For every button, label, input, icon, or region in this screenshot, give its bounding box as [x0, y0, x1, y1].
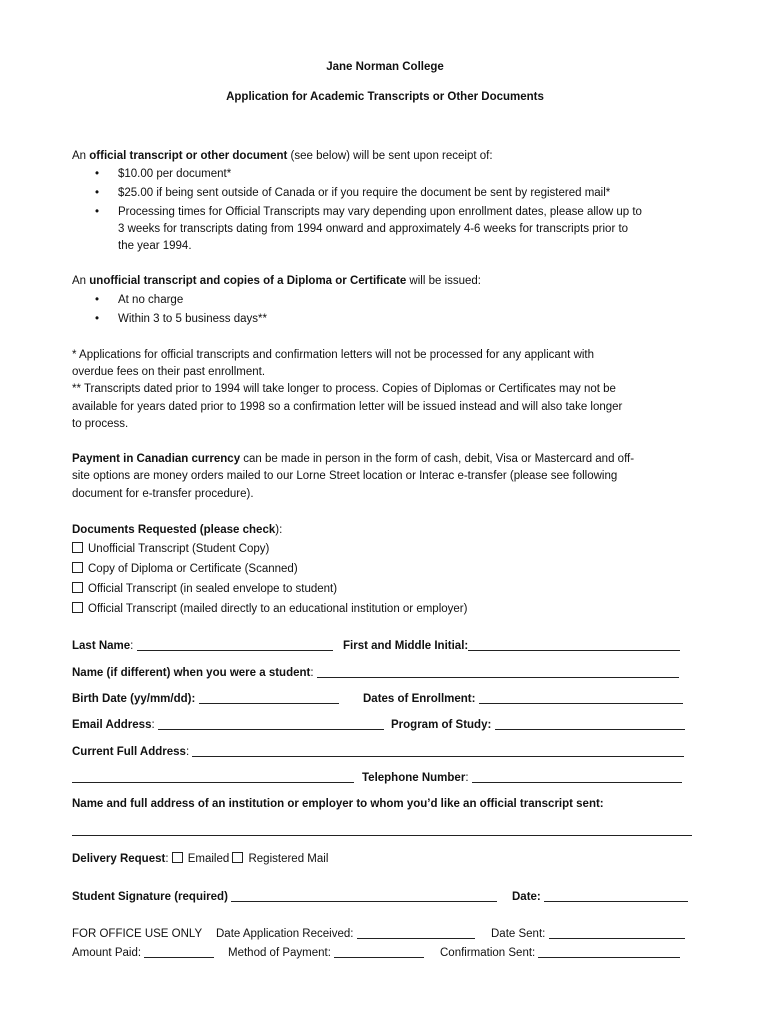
first-initial-field[interactable]: First and Middle Initial:: [343, 637, 680, 655]
official-intro: An official transcript or other document (see below) will be sent upon receipt of:: [72, 150, 493, 162]
email-line[interactable]: [158, 717, 384, 730]
program-field[interactable]: Program of Study:: [391, 716, 685, 734]
unofficial-bullet: Within 3 to 5 business days**: [118, 313, 267, 325]
form-title: Application for Academic Transcripts or Other Documents: [226, 91, 544, 103]
date-received-line[interactable]: [357, 926, 475, 939]
doc-option-official-student[interactable]: Official Transcript (in sealed envelope to student): [72, 580, 337, 598]
note-line: overdue fees on their past enrollment.: [72, 366, 266, 378]
amount-paid-line[interactable]: [144, 945, 214, 958]
payment-method-line[interactable]: [334, 945, 424, 958]
last-name-field[interactable]: Last Name:: [72, 637, 333, 655]
signature-date-line[interactable]: [544, 889, 688, 902]
unofficial-intro: An unofficial transcript and copies of a Diploma or Certificate will be issued:: [72, 275, 482, 287]
address-line-2[interactable]: [72, 769, 354, 787]
amount-paid-field[interactable]: Amount Paid:: [72, 944, 214, 962]
doc-option-diploma[interactable]: Copy of Diploma or Certificate (Scanned): [72, 560, 298, 578]
note-line: * Applications for official transcripts and confirmation letters will not be processed for any applicant with: [72, 349, 595, 361]
signature-date-field[interactable]: Date:: [512, 888, 688, 906]
official-bullet-cont: 3 weeks for transcripts dating from 1994 onward and approximately 4-6 weeks for transcripts prior to: [118, 223, 629, 235]
bullet-dot: •: [95, 168, 100, 180]
payment-line: Payment in Canadian currency can be made in person in the form of cash, debit, Visa or Mastercard and off-: [72, 453, 635, 465]
official-bullet: Processing times for Official Transcripts may vary depending upon enrollment dates, please allow up to: [118, 206, 642, 218]
date-sent-field[interactable]: Date Sent:: [491, 925, 685, 943]
former-name-field[interactable]: Name (if different) when you were a student:: [72, 664, 679, 682]
checkbox[interactable]: [72, 542, 83, 553]
program-line[interactable]: [495, 717, 685, 730]
enrollment-dates-field[interactable]: Dates of Enrollment:: [363, 690, 683, 708]
date-received-field[interactable]: Date Application Received:: [216, 925, 475, 943]
payment-line: site options are money orders mailed to our Lorne Street location or Interac e-transfer (please see following: [72, 470, 618, 482]
bullet-dot: •: [95, 206, 100, 218]
institution-label: Name and full address of an institution or employer to whom you’d like an official transcript sent:: [72, 798, 604, 810]
enrollment-dates-line[interactable]: [479, 691, 683, 704]
institution-line[interactable]: [72, 823, 692, 836]
payment-method-field[interactable]: Method of Payment:: [228, 944, 424, 962]
address-continuation-line[interactable]: [72, 770, 354, 783]
official-bullet: $25.00 if being sent outside of Canada or if you require the document be sent by registered mail*: [118, 187, 611, 199]
note-line: available for years dated prior to 1998 so a confirmation letter will be issued instead and will also take longer: [72, 401, 623, 413]
doc-option-official-institution[interactable]: Official Transcript (mailed directly to an educational institution or employer): [72, 600, 467, 618]
checkbox[interactable]: [72, 602, 83, 613]
address-line[interactable]: [192, 744, 684, 757]
checkbox[interactable]: [72, 562, 83, 573]
former-name-line[interactable]: [317, 665, 679, 678]
doc-option-unofficial[interactable]: Unofficial Transcript (Student Copy): [72, 540, 269, 558]
telephone-field[interactable]: Telephone Number:: [362, 769, 682, 787]
payment-line: document for e-transfer procedure).: [72, 488, 254, 500]
institution-field[interactable]: [72, 822, 692, 840]
bullet-dot: •: [95, 313, 100, 325]
note-line: ** Transcripts dated prior to 1994 will take longer to process. Copies of Diplomas or Certificates may not be: [72, 383, 616, 395]
bullet-dot: •: [95, 187, 100, 199]
delivery-request: Delivery Request: Emailed Registered Mail: [72, 853, 329, 865]
checkbox-registered-mail[interactable]: [232, 852, 243, 863]
birth-date-field[interactable]: Birth Date (yy/mm/dd):: [72, 690, 339, 708]
email-field[interactable]: Email Address:: [72, 716, 384, 734]
confirmation-sent-line[interactable]: [538, 945, 680, 958]
checkbox-emailed[interactable]: [172, 852, 183, 863]
note-line: to process.: [72, 418, 129, 430]
official-bullet: $10.00 per document*: [118, 168, 232, 180]
unofficial-bullet: At no charge: [118, 294, 184, 306]
signature-field[interactable]: Student Signature (required): [72, 888, 497, 906]
checkbox[interactable]: [72, 582, 83, 593]
confirmation-sent-field[interactable]: Confirmation Sent:: [440, 944, 680, 962]
bullet-dot: •: [95, 294, 100, 306]
official-bullet-cont: the year 1994.: [118, 240, 192, 252]
office-use-label: FOR OFFICE USE ONLY: [72, 928, 203, 940]
signature-line[interactable]: [231, 889, 497, 902]
date-sent-line[interactable]: [549, 926, 685, 939]
college-name: Jane Norman College: [326, 61, 444, 73]
address-field[interactable]: Current Full Address:: [72, 743, 684, 761]
documents-heading: Documents Requested (please check):: [72, 524, 283, 536]
last-name-line[interactable]: [137, 638, 333, 651]
birth-date-line[interactable]: [199, 691, 339, 704]
first-initial-line[interactable]: [468, 638, 680, 651]
telephone-line[interactable]: [472, 770, 682, 783]
